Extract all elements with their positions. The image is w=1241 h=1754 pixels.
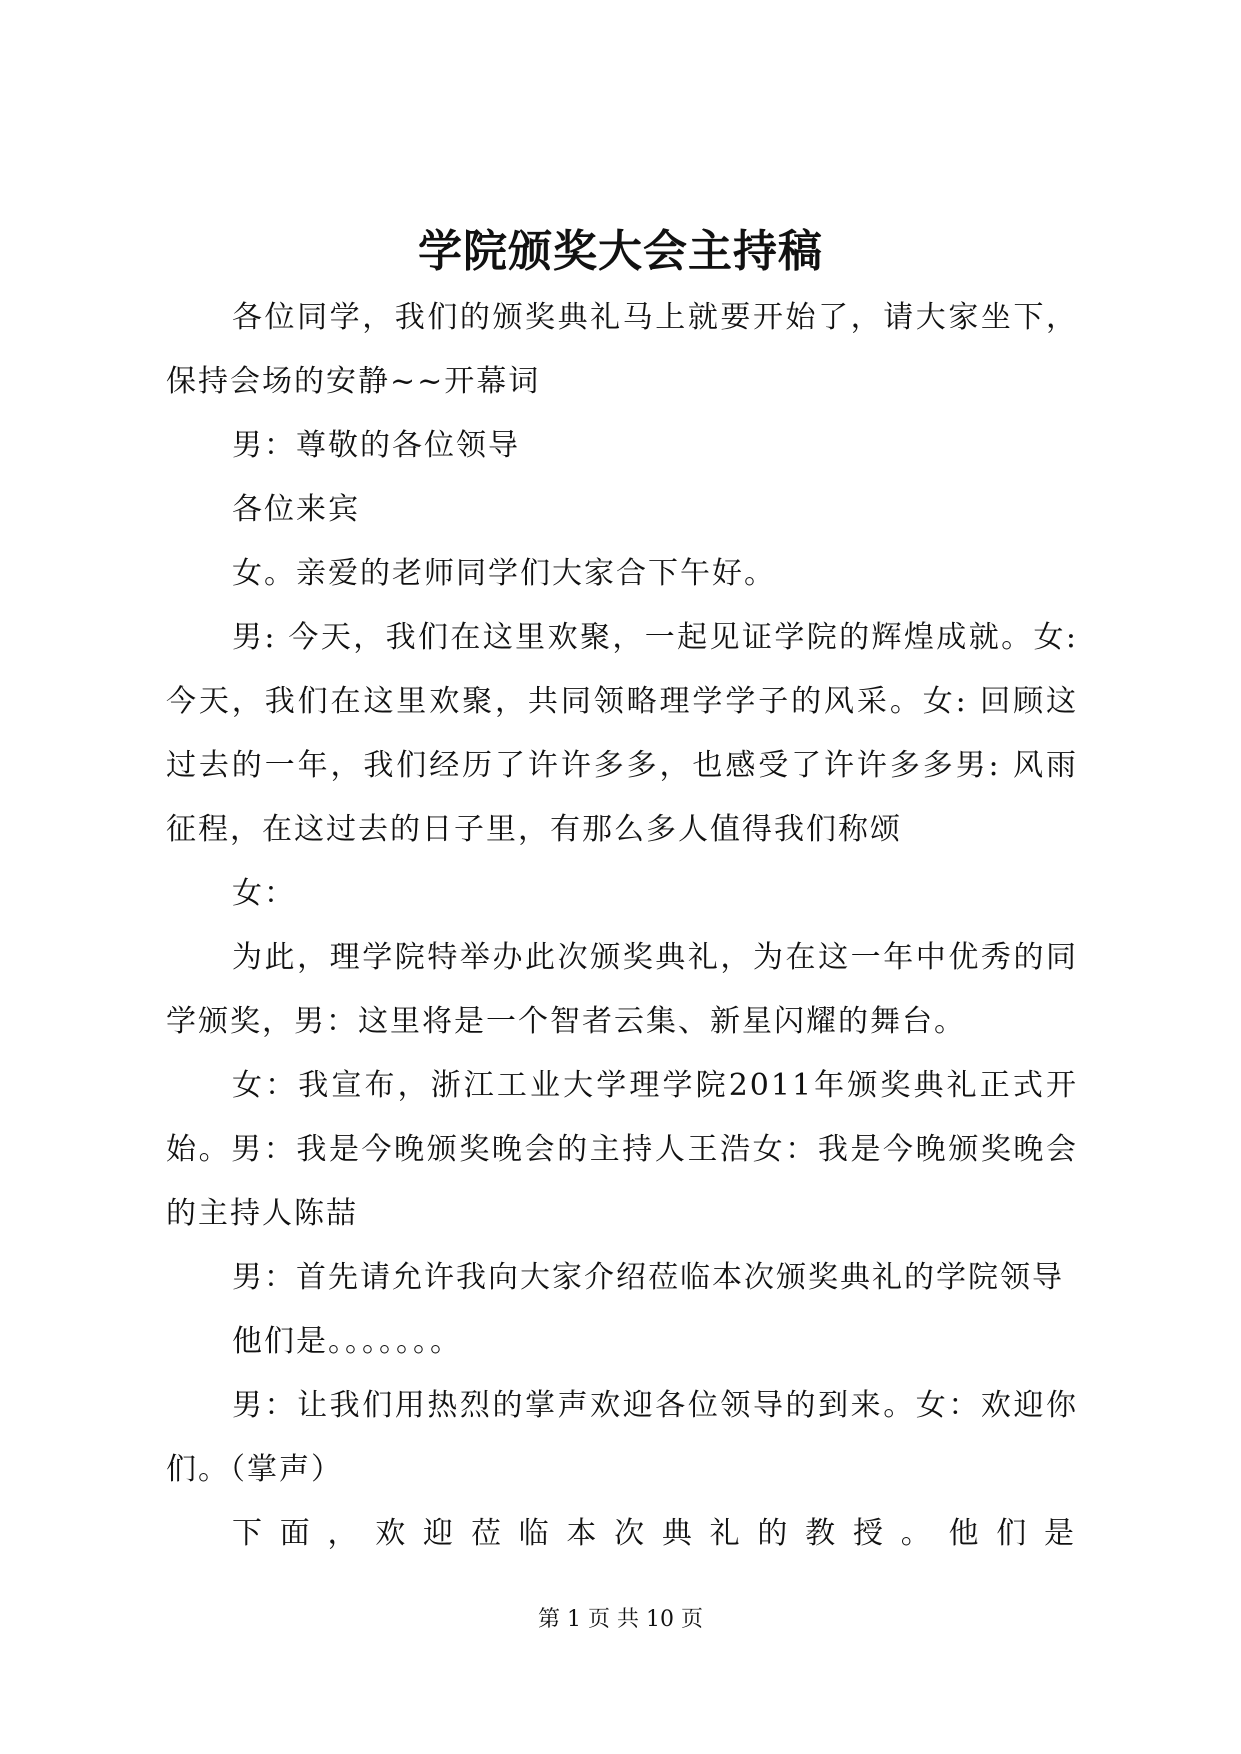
- paragraph-greeting-guests: 各位来宾: [232, 492, 360, 527]
- paragraph-greeting-leaders: 男：尊敬的各位领导: [232, 428, 520, 463]
- paragraph-purpose: 为此，理学院特举办此次颁奖典礼，为在这一年中优秀的同学颁奖，男：这里将是一个智者云集、新星闪耀的舞台。: [166, 940, 1078, 1039]
- document-title: 学院颁奖大会主持稿: [418, 226, 823, 277]
- paragraph-leader-list: 他们是。。。。。。。: [232, 1324, 462, 1359]
- paragraph-announcement: 女：我宣布，浙江工业大学理学院2011年颁奖典礼正式开始。男：我是今晚颁奖晚会的主持人王浩女：我是今晚颁奖晚会的主持人陈喆: [166, 1068, 1078, 1231]
- page-footer: 第 1 页 共 10 页: [538, 1607, 703, 1632]
- paragraph-greeting-teachers: 女。亲爱的老师同学们大家合下午好。: [232, 556, 776, 591]
- paragraph-gathering: 男: 今天，我们在这里欢聚，一起见证学院的辉煌成就。女: 今天，我们在这里欢聚，共同领略理学学子的风采。女: 回顾这过去的一年，我们经历了许许多多，也感受了许许多多男: 风雨征程，在这过去的日子里，有那么多人值得我们称颂: [166, 620, 1078, 847]
- paragraph-welcome-leaders: 男：让我们用热烈的掌声欢迎各位领导的到来。女：欢迎你们。（掌声）: [166, 1388, 1078, 1487]
- paragraph-welcome-professors: 下面，欢迎莅临本次典礼的教授。他们是: [232, 1516, 1078, 1551]
- paragraph-opening: 各位同学，我们的颁奖典礼马上就要开始了，请大家坐下，保持会场的安静~~开幕词: [166, 300, 1078, 399]
- paragraph-female-cue: 女：: [232, 876, 296, 911]
- paragraph-introduce-leaders: 男：首先请允许我向大家介绍莅临本次颁奖典礼的学院领导: [232, 1260, 1064, 1295]
- document-body: [166, 286, 1078, 1566]
